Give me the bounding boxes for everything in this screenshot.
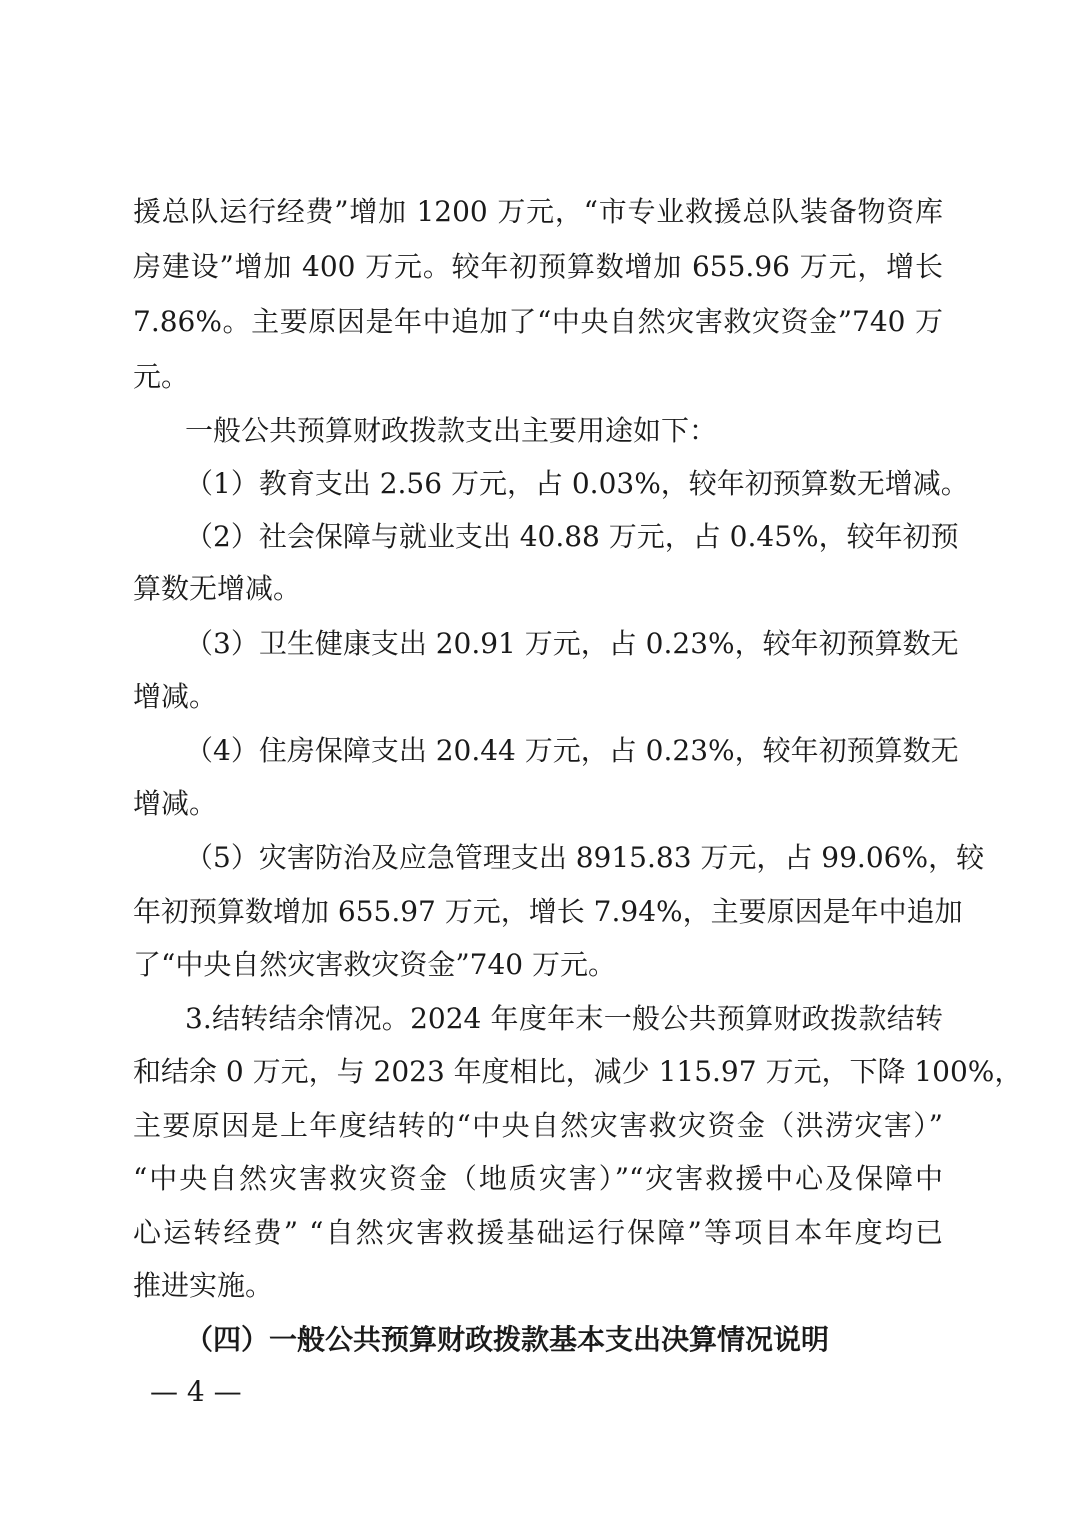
paragraph-line: 3.结转结余情况。2024 年度年末一般公共预算财政拨款结转 <box>185 1002 943 1035</box>
list-item-line: 算数无增减。 <box>133 572 302 605</box>
paragraph-line: 7.86%。主要原因是年中追加了“中央自然灾害救灾资金”740 万 <box>133 305 943 338</box>
page-number: — 4 — <box>150 1375 242 1408</box>
paragraph-line: 援总队运行经费”增加 1200 万元，“市专业救援总队装备物资库 <box>133 195 943 228</box>
list-item-line: （1）教育支出 2.56 万元，占 0.03%，较年初预算数无增减。 <box>185 467 969 500</box>
section-heading: （四）一般公共预算财政拨款基本支出决算情况说明 <box>185 1323 830 1356</box>
list-item-line: 增减。 <box>133 680 218 713</box>
paragraph-line: 主要原因是上年度结转的“中央自然灾害救灾资金（洪涝灾害）” <box>133 1109 943 1142</box>
list-item-line: （5）灾害防治及应急管理支出 8915.83 万元，占 99.06%，较 <box>185 841 985 874</box>
paragraph-line: 和结余 0 万元，与 2023 年度相比，减少 115.97 万元，下降 100%， <box>133 1055 1023 1088</box>
list-item-line: （4）住房保障支出 20.44 万元，占 0.23%，较年初预算数无 <box>185 734 959 767</box>
list-item-line: 增减。 <box>133 787 218 820</box>
list-item-line: （3）卫生健康支出 20.91 万元，占 0.23%，较年初预算数无 <box>185 627 959 660</box>
paragraph-line: “中央自然灾害救灾资金（地质灾害）”“灾害救援中心及保障中 <box>133 1162 943 1195</box>
paragraph-line: 推进实施。 <box>133 1269 274 1302</box>
paragraph-line: 元。 <box>133 360 190 393</box>
paragraph-line: 心运转经费” “自然灾害救援基础运行保障”等项目本年度均已 <box>133 1216 943 1249</box>
paragraph-line: 房建设”增加 400 万元。较年初预算数增加 655.96 万元，增长 <box>133 250 943 283</box>
list-item-line: 年初预算数增加 655.97 万元，增长 7.94%，主要原因是年中追加 <box>133 895 963 928</box>
paragraph-line: 一般公共预算财政拨款支出主要用途如下： <box>185 414 718 447</box>
list-item-line: 了“中央自然灾害救灾资金”740 万元。 <box>133 948 616 981</box>
list-item-line: （2）社会保障与就业支出 40.88 万元，占 0.45%，较年初预 <box>185 520 959 553</box>
